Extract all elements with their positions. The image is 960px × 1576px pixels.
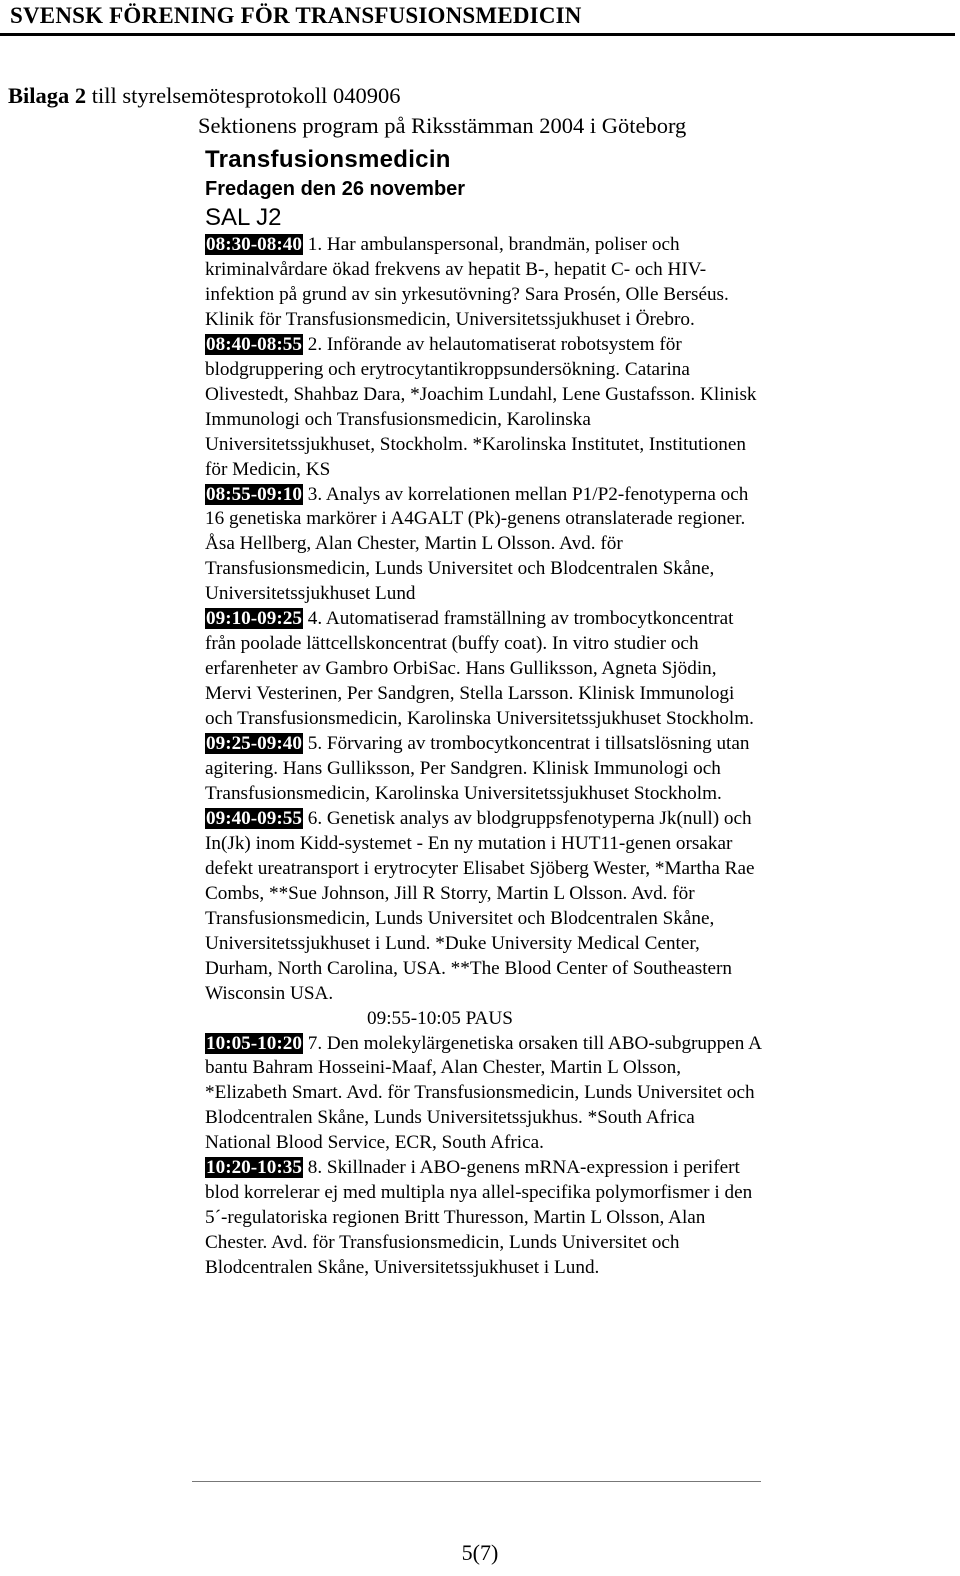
attachment-label: Bilaga 2 <box>8 83 87 108</box>
program-session <box>205 233 765 333</box>
page-number: 5(7) <box>461 1540 499 1565</box>
program-session <box>205 1032 765 1157</box>
session-text: 3. Analys av korrelationen mellan P1/P2-fenotyperna och 16 genetiska markörer i A4GALT (Pk)-genens otranslaterade regioner. Åsa Hellberg, Alan Chester, Martin L Olsson. Avd. för Transfusionsmedicin, Lunds Universitet och Blodcentralen Skåne, Universitetssjukhuset Lund <box>205 483 749 605</box>
session-time: 10:20-10:35 <box>206 1157 302 1179</box>
program-session <box>205 483 765 608</box>
program-session <box>205 333 765 483</box>
session-text: 5. Förvaring av trombocytkoncentrat i tillsatslösning utan agitering. Hans Gulliksson, Per Sandgren. Klinisk Immunologi och Transfusionsmedicin, Karolinska Universitetssjukhuset Stockholm. <box>205 733 750 804</box>
section-title: Transfusionsmedicin <box>205 146 451 173</box>
session-time: 08:55-09:10 <box>206 483 302 505</box>
program-session <box>205 607 765 732</box>
room-heading: SAL J2 <box>205 204 282 231</box>
session-time: 10:05-10:20 <box>206 1032 302 1054</box>
session-time: 09:25-09:40 <box>206 733 302 755</box>
session-text: 4. Automatiserad framställning av trombocytkoncentrat från poolade lättcellskoncentrat (buffy coat). In vitro studier och erfarenheter av Gambro OrbiSac. Hans Gulliksson, Agneta Sjödin, Mervi Vesterinen, Per Sandgren, Stella Larsson. Klinisk Immunologi och Transfusionsmedicin, Karolinska Universitetssjukhuset Stockholm. <box>205 608 754 730</box>
program-list <box>205 233 765 1281</box>
program-session <box>205 1156 765 1281</box>
session-time: 08:30-08:40 <box>206 234 302 255</box>
session-text: 2. Införande av helautomatiserat robotsystem för blodgruppering och erytrocytantikroppsundersökning. Catarina Olivestedt, Shahbaz Dara, *Joachim Lundahl, Lene Gustafsson. Klinisk Immunologi och Transfusionsmedicin, Karolinska Universitetssjukhuset, Stockholm. *Karolinska Institutet, Institutionen för Medicin, KS <box>205 333 757 480</box>
session-text: 7. Den molekylärgenetiska orsaken till ABO-subgruppen A bantu Bahram Hosseini-Maaf, Alan Chester, Martin L Olsson, *Elizabeth Smart. Avd. för Transfusionsmedicin, Lunds Universitet och Blodcentralen Skåne, Lunds Universitetssjukhus. *South Africa National Blood Service, ECR, South Africa. <box>205 1032 761 1154</box>
attachment-description: till styrelsemötesprotokoll 040906 <box>86 83 401 108</box>
program-session <box>205 807 765 1007</box>
session-time: 09:10-09:25 <box>206 608 302 630</box>
program-session <box>205 732 765 807</box>
session-text: 1. Har ambulanspersonal, brandmän, poliser och kriminalvårdare ökad frekvens av hepatit B-, hepatit C- och HIV-infektion på grund av sin yrkesutövning? Sara Prosén, Olle Berséus. Klinik för Transfusionsmedicin, Universitetssjukhuset i Örebro. <box>205 234 729 330</box>
session-time: 08:40-08:55 <box>206 333 302 355</box>
session-text: 6. Genetisk analys av blodgruppsfenotyperna Jk(null) och In(Jk) inom Kidd-systemet - En ny mutation i HUT11-genen orsakar defekt ureatransport i erytrocyter Elisabet Sjöberg Wester, *Martha Rae Combs, **Sue Johnson, Jill R Storry, Martin L Olsson. Avd. för Transfusionsmedicin, Lunds Universitet och Blodcentralen Skåne, Universitetssjukhuset i Lund. *Duke University Medical Center, Durham, North Carolina, USA. **The Blood Center of Southeastern Wisconsin USA. <box>205 807 755 1004</box>
organization-header: SVENSK FÖRENING FÖR TRANSFUSIONSMEDICIN <box>10 3 582 28</box>
bottom-rule <box>192 1481 761 1482</box>
attachment-line <box>8 83 401 109</box>
session-text: 8. Skillnader i ABO-genens mRNA-expression i perifert blod korrelerar ej med multipla nya allel-specifika polymorfismer i den 5´-regulatoriska regionen Britt Thuresson, Martin L Olsson, Alan Chester. Avd. för Transfusionsmedicin, Lunds Universitet och Blodcentralen Skåne, Universitetssjukhuset i Lund. <box>205 1157 753 1279</box>
program-subtitle: Sektionens program på Riksstämman 2004 i Göteborg <box>198 113 687 138</box>
day-heading: Fredagen den 26 november <box>205 178 466 200</box>
header-rule <box>0 33 955 36</box>
pause-line: 09:55-10:05 PAUS <box>367 1007 513 1029</box>
session-time: 09:40-09:55 <box>206 807 302 829</box>
